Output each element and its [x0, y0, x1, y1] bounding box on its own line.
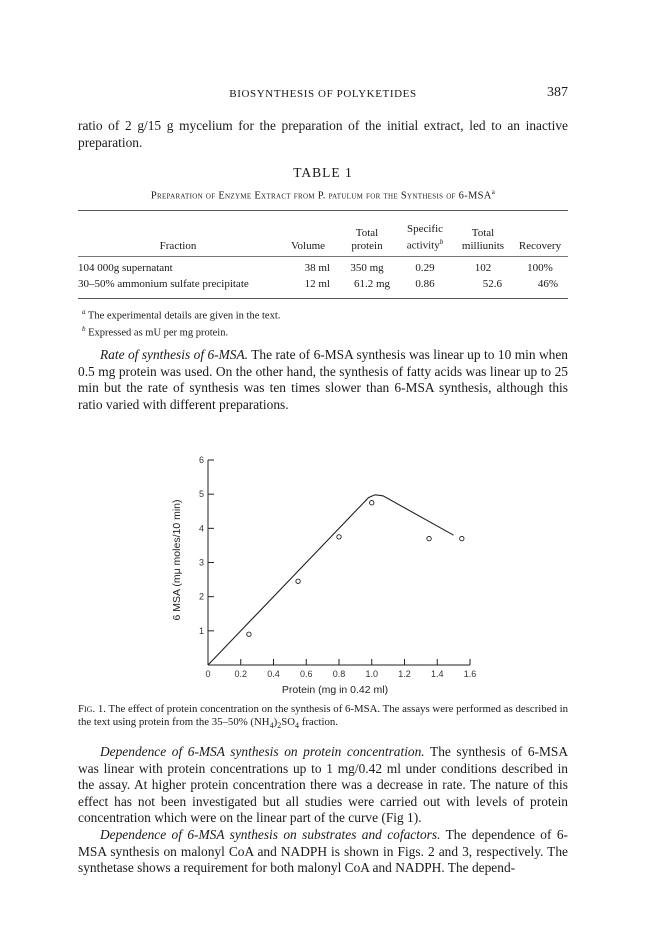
- chart-curve: [208, 495, 454, 665]
- protein-paragraph: [78, 744, 568, 877]
- table-footnotes: [82, 306, 562, 340]
- figure-caption-sub3: 4: [295, 721, 300, 731]
- cell-specific-activity: 0.86: [415, 278, 435, 290]
- figure-caption-text-middle: ): [273, 716, 278, 728]
- table-caption: [78, 188, 568, 202]
- col-header-line: activity: [406, 239, 440, 252]
- figure-1-chart: [150, 440, 490, 700]
- col-header-line: Volume: [290, 239, 326, 252]
- data-point: [337, 535, 341, 539]
- page-number: 387: [547, 85, 568, 100]
- figure-caption-text-before: The effect of protein concentration on the synthesis of 6-MSA. The assays were performed as described in the text using protein from the 35–50% (NH: [78, 703, 568, 728]
- col-header-total-milliunits: [454, 212, 512, 254]
- substrate-text: The dependence of 6-MSA synthesis on malonyl CoA and NADPH is shown in Figs. 2 and 3, respectively. The synthetase shows a requirement for both malonyl CoA and NADPH. The depend-: [78, 826, 568, 876]
- col-header-total-protein: [338, 212, 396, 254]
- rate-heading: Rate of synthesis of 6-MSA.: [100, 347, 249, 362]
- col-header-line: Total: [471, 227, 495, 239]
- col-header-fraction: [78, 212, 278, 254]
- col-header-line: protein: [351, 239, 383, 252]
- figure-caption: [78, 703, 568, 732]
- cell-total-milliunits: 102: [474, 262, 492, 274]
- x-tick-label: 1.6: [463, 669, 477, 679]
- x-tick-label: 0.4: [267, 669, 280, 679]
- chart-x-label: Protein (mg in 0.42 ml): [281, 684, 389, 696]
- chart-points: [247, 501, 464, 637]
- col-header-volume: [278, 212, 338, 254]
- figure-caption-text-after: SO: [281, 716, 296, 728]
- chart-y-label: 6 MSA (mμ moles/10 min): [171, 499, 183, 621]
- data-point: [460, 536, 464, 540]
- figure-caption-sub1: 4: [269, 721, 274, 731]
- data-point: [296, 579, 300, 583]
- figure-caption-label: Fig. 1.: [78, 703, 106, 715]
- y-tick-label: 6: [198, 455, 204, 465]
- figure-caption-text-end: fraction.: [299, 716, 339, 728]
- table-rule-bottom: [78, 298, 568, 299]
- footnote-a-mark: a: [82, 308, 86, 316]
- x-tick-label: 1.0: [365, 669, 379, 679]
- chart-curve-group: [208, 495, 454, 665]
- cell-recovery: 100%: [527, 262, 553, 274]
- col-header-line: Fraction: [159, 239, 197, 252]
- col-header-line: Specific: [406, 223, 444, 236]
- protein-text: The synthesis of 6-MSA was linear with protein concentrations up to 1 mg/0.42 ml under conditions described in the assay. At higher protein concentration there was a decrease in rate. The nature of this effect has not been investigated but all studies were carried out with levels of protein concentration which were on the linear part of the curve (Fig 1).: [78, 744, 569, 826]
- intro-paragraph: [78, 118, 568, 151]
- cell-total-protein: 350 mg: [350, 262, 384, 274]
- table-label: TABLE 1: [293, 165, 353, 180]
- footnote-a-text: The experimental details are given in the text.: [85, 310, 281, 322]
- col-header-line: Total: [355, 227, 379, 239]
- rate-paragraph: [78, 347, 568, 413]
- table-caption-text: Preparation of Enzyme Extract from P. patulum for the Synthesis of 6-MSA: [150, 190, 492, 202]
- x-tick-label: 0: [205, 669, 211, 679]
- figure-caption-sub2: 2: [277, 721, 282, 731]
- cell-total-milliunits: 52.6: [482, 278, 502, 290]
- footnote-b: [82, 323, 562, 340]
- table-rule-top: [78, 210, 568, 211]
- y-tick-label: 4: [198, 523, 204, 534]
- protein-heading: Dependence of 6-MSA synthesis on protein concentration.: [100, 744, 425, 759]
- intro-text: ratio of 2 g/15 g mycelium for the preparation of the initial extract, led to an inactive preparation.: [78, 118, 568, 150]
- footnote-b-mark: b: [82, 325, 86, 333]
- footnote-a: [82, 306, 562, 323]
- footnote-b-text: Expressed as mU per mg protein.: [85, 327, 229, 339]
- cell-specific-activity: 0.29: [415, 262, 435, 274]
- rate-text: The rate of 6-MSA synthesis was linear up to 10 min when 0.5 mg protein was used. On the other hand, the synthesis of fatty acids was linear up to 25 min but the rate of synthesis was ten times slower than 6-MSA synthesis, although this ratio varied with different preparations.: [78, 347, 568, 412]
- col-header-line: Recovery: [518, 239, 562, 252]
- y-tick-label: 5: [198, 489, 204, 500]
- table-row: [78, 260, 568, 276]
- x-tick-label: 0.6: [299, 669, 313, 679]
- y-tick-label: 3: [198, 557, 204, 568]
- table-row: [78, 276, 568, 292]
- cell-total-protein: 61.2 mg: [353, 278, 390, 290]
- y-tick-label: 1: [198, 625, 204, 636]
- x-tick-label: 0.2: [234, 669, 248, 679]
- data-point: [427, 536, 431, 540]
- table-caption-mark: a: [491, 188, 496, 196]
- y-tick-label: 2: [198, 591, 204, 602]
- col-header-specific-activity: [396, 212, 454, 254]
- cell-fraction: 30–50% ammonium sulfate precipitate: [78, 278, 249, 290]
- cell-volume: 12 ml: [304, 278, 330, 290]
- data-point: [247, 632, 251, 636]
- chart-ticks: [199, 455, 476, 679]
- col-header-recovery: [512, 212, 568, 254]
- cell-recovery: 46%: [537, 278, 558, 290]
- col-header-mark: b: [439, 237, 444, 246]
- running-head-title: BIOSYNTHESIS OF POLYKETIDES: [229, 88, 417, 100]
- enzyme-table: [78, 212, 568, 292]
- col-header-line: milliunits: [461, 239, 505, 252]
- x-tick-label: 0.8: [332, 669, 346, 679]
- cell-volume: 38 ml: [304, 262, 330, 274]
- cell-fraction: 104 000g supernatant: [78, 262, 173, 274]
- data-point: [370, 501, 374, 505]
- x-tick-label: 1.2: [398, 669, 411, 679]
- x-tick-label: 1.4: [430, 669, 444, 679]
- substrate-heading: Dependence of 6-MSA synthesis on substrates and cofactors.: [100, 826, 441, 842]
